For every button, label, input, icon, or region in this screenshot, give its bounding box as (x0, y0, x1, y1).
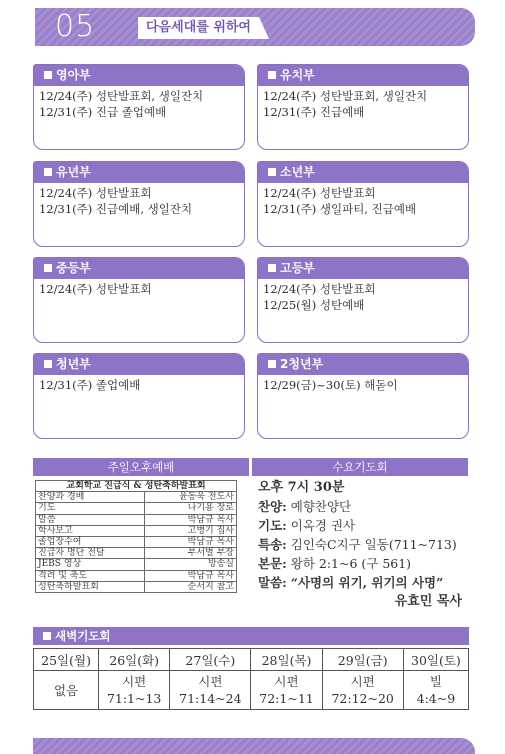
dept-line: 12/29(금)~30(토) 해돋이 (263, 378, 398, 392)
panel-title: 수요기도회 (252, 458, 468, 476)
scripture-cell: 시편 72:1~11 (251, 671, 322, 710)
special-label: 특송: (258, 537, 287, 552)
table-row: 기도 나기용 장로 (36, 503, 237, 514)
dept-line: 12/25(월) 성탄예배 (263, 298, 365, 312)
scripture-cell: 시편 72:12~20 (322, 671, 403, 710)
dept-line: 12/24(주) 성탄발표회 (39, 186, 152, 200)
panel-title: 주일오후예배 (33, 458, 249, 476)
table-row: 말씀 박남규 목사 (36, 514, 237, 525)
section-banner (35, 8, 475, 46)
text-value: 왕하 2:1~6 (구 561) (290, 556, 412, 571)
table-row: 졸업장수여 박남규 목사 (36, 536, 237, 547)
dept-name: 유치부 (280, 68, 315, 82)
special-value: 김인숙C지구 일동(711~713) (290, 537, 457, 552)
dept-line: 12/24(주) 성탄발표회, 생일잔치 (39, 89, 204, 103)
dept-box-young-adult-2 (257, 353, 469, 439)
day-header: 25일(월) (34, 649, 99, 671)
panel-title: 새벽기도회 (55, 629, 111, 643)
dept-line: 12/31(주) 생일파티, 진급예배 (263, 202, 417, 216)
square-bullet-icon (268, 360, 276, 368)
dept-line: 12/31(주) 진급예배, 생일잔치 (39, 202, 193, 216)
dept-box-infant (33, 64, 245, 150)
scripture-cell: 시편 71:1~13 (99, 671, 170, 710)
prayer-label: 기도: (258, 518, 287, 533)
table-row: 찬양과 경배 윤동욱 전도사 (36, 492, 237, 503)
dept-name: 중등부 (56, 261, 91, 275)
day-header: 27일(수) (170, 649, 251, 671)
dept-box-young-adult (33, 353, 245, 439)
dept-name: 청년부 (56, 357, 91, 371)
day-header: 30일(토) (403, 649, 468, 671)
prayer-value: 이옥경 권사 (290, 518, 356, 533)
praise-value: 예향찬양단 (290, 499, 352, 514)
sermon-title: “사명의 위기, 위기의 사명” (290, 575, 444, 590)
text-label: 본문: (258, 556, 287, 571)
scripture-cell: 빌 4:4~9 (403, 671, 468, 710)
square-bullet-icon (44, 168, 52, 176)
dept-line: 12/31(주) 진급 졸업예배 (39, 105, 167, 119)
scripture-cell: 없음 (34, 671, 99, 710)
dept-name: 2청년부 (280, 357, 324, 371)
footer-banner (33, 738, 475, 754)
table-row: JEBS 영상 방송실 (36, 559, 237, 570)
square-bullet-icon (44, 264, 52, 272)
square-bullet-icon (268, 71, 276, 79)
square-bullet-icon (268, 264, 276, 272)
program-table-title: 교회학교 진급식 & 성탄축하발표회 (36, 481, 237, 492)
dept-box-youth-boys (257, 161, 469, 247)
dept-box-middle (33, 257, 245, 343)
square-bullet-icon (268, 168, 276, 176)
wednesday-prayer-panel (252, 458, 468, 610)
sermon-label: 말씀: (258, 575, 287, 590)
dept-box-elementary (33, 161, 245, 247)
dept-box-kindergarten (257, 64, 469, 150)
dept-line: 12/31(주) 졸업예배 (39, 378, 141, 392)
preacher: 유효민 목사 (394, 594, 462, 609)
square-bullet-icon (43, 632, 51, 640)
dept-line: 12/24(주) 성탄발표회, 생일잔치 (263, 89, 428, 103)
dept-line: 12/31(주) 진급예배 (263, 105, 365, 119)
day-header: 28일(목) (251, 649, 322, 671)
praise-label: 찬양: (258, 499, 287, 514)
service-time: 오후 7시 30분 (258, 480, 345, 495)
scripture-cell: 시편 71:14~24 (170, 671, 251, 710)
program-table (35, 480, 237, 593)
table-row: 진급자 명단 전달 부서별 부장 (36, 548, 237, 559)
sunday-service-panel (33, 458, 249, 610)
dept-line: 12/24(주) 성탄발표회 (263, 282, 376, 296)
dept-line: 12/24(주) 성탄발표회 (263, 186, 376, 200)
dept-name: 유년부 (56, 165, 91, 179)
square-bullet-icon (44, 360, 52, 368)
square-bullet-icon (44, 71, 52, 79)
dept-line: 12/24(주) 성탄발표회 (39, 282, 152, 296)
dawn-prayer-panel (33, 627, 469, 710)
day-header: 29일(금) (322, 649, 403, 671)
dept-name: 영아부 (56, 68, 91, 82)
section-number: 05 (55, 9, 96, 44)
dept-box-high (257, 257, 469, 343)
table-row: 학사보고 고병기 집사 (36, 525, 237, 536)
dept-name: 고등부 (280, 261, 315, 275)
table-row: 격려 및 축도 박남규 목사 (36, 570, 237, 581)
day-header: 26일(화) (99, 649, 170, 671)
dept-name: 소년부 (280, 165, 315, 179)
section-title: 다음세대를 위하여 (138, 17, 259, 39)
dawn-schedule-table (33, 648, 469, 710)
table-row: 성탄축하발표회 순서지 참고 (36, 581, 237, 592)
